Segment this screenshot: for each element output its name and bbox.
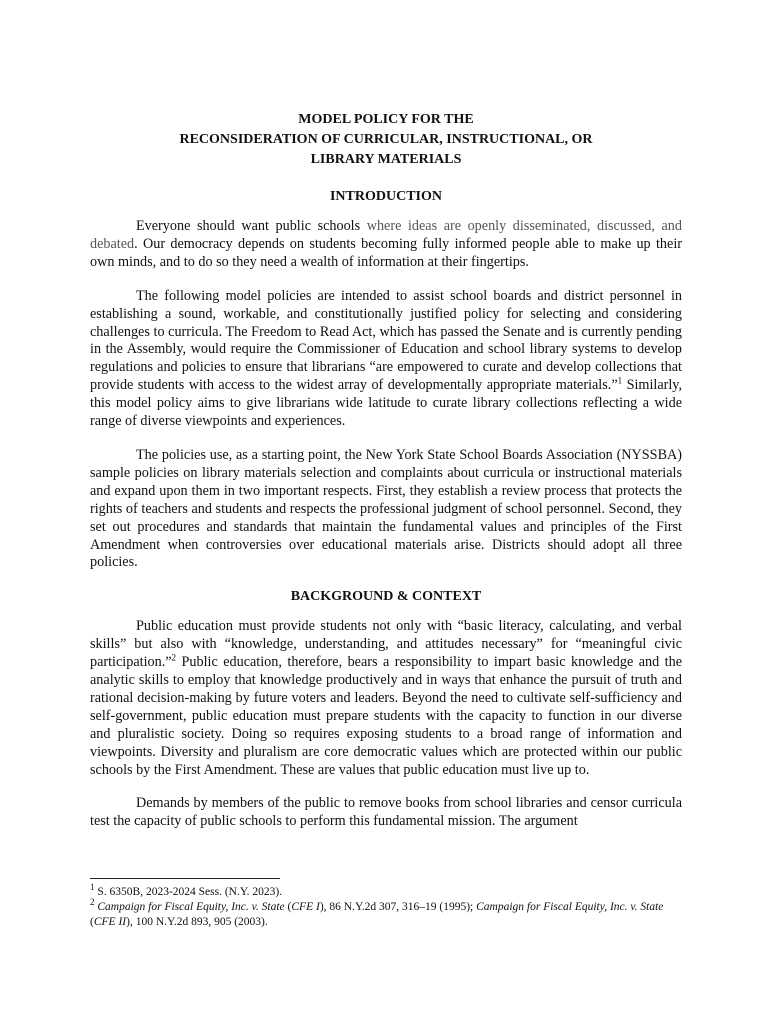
fn2-short-1: CFE I [291,901,320,913]
p1-text-b: where ideas are openly disseminated, discussed, and debated [90,218,682,252]
fn2-text-4: ), 100 N.Y.2d 893, 905 (2003). [126,916,268,928]
footnote-1-text: S. 6350B, 2023-2024 Sess. (N.Y. 2023). [97,886,283,898]
title-line-2: RECONSIDERATION OF CURRICULAR, INSTRUCTIONAL, OR [179,132,593,147]
footnote-2-marker: 2 [90,897,95,908]
fn2-text-1: ( [284,901,292,913]
fn2-case-2: Campaign for Fiscal Equity, Inc. v. State [476,901,664,913]
p4-text-a: Public education must provide students not only with “basic literacy, calculating, and verbal skills” but also with “knowledge, understanding, and attitudes necessary” for “meaningful civic participation.” [90,618,682,671]
footnote-ref-2[interactable]: 2 [171,652,177,663]
footnotes [90,878,682,930]
fn2-text-2: ), 86 N.Y.2d 307, 316–19 (1995); [319,901,477,913]
paragraph-background-2: Demands by members of the public to remove books from school libraries and censor curricula test the capacity of public schools to perform this fundamental mission. The argument [90,795,682,830]
fn2-case-1: Campaign for Fiscal Equity, Inc. v. State [97,901,285,913]
introduction-heading: INTRODUCTION [329,189,442,204]
footnote-1-marker: 1 [90,882,95,893]
document-title [90,110,682,170]
background-heading: BACKGROUND & CONTEXT [290,589,482,605]
paragraph-intro-3: The policies use, as a starting point, the New York State School Boards Association (NYSSBA) sample policies on library materials selection and complaints about curricula or instructional materials and expand upon them in two important respects. First, they establish a review process that protects the rights of teachers and students and respects the professional judgment of school personnel. Second, they set out procedures and standards that maintain the fundamental values and principles of the First Amendment when controversies over educational materials arise. Districts should adopt all three policies. [90,446,682,571]
fn2-text-3: ( [90,916,94,928]
p2-text-b: Similarly, this model policy aims to give librarians wide latitude to curate library collections reflecting a wide range of diverse viewpoints and experiences. [90,377,683,430]
fn2-short-2: CFE II [93,916,127,928]
title-line-1: MODEL POLICY FOR THE [298,112,474,127]
footnote-2 [90,897,682,930]
footnote-divider [90,878,280,879]
paragraph-intro-2 [90,288,682,431]
paragraph-background-1 [90,618,682,779]
p2-text-a: The following model policies are intended to assist school boards and district personnel in establishing a sound, workable, and constitutionally justified policy for selecting and considering challenges to curricula. The Freedom to Read Act, which has passed the Senate and is currently pending in the Assembly, would require the Commissioner of Education and school library systems to develop regulations and policies to ensure that librarians “are empowered to curate and develop collections that provide students with access to the widest array of developmentally appropriate materials.” [90,287,682,394]
p1-text-c: . Our democracy depends on students becoming fully informed people able to make up their own minds, and to do so they need a wealth of information at their fingertips. [90,235,682,270]
p4-text-b: Public education, therefore, bears a responsibility to impart basic knowledge and the analytic skills to employ that knowledge productively and in ways that enhance the pursuit of truth and rational decision-making by future voters and leaders. Beyond the need to cultivate self-sufficiency and self-government, public education must prepare students with the capacity to function in our diverse and pluralistic society. Doing so requires exposing students to a broad range of information and viewpoints. Diversity and pluralism are core democratic values which are protected within our public schools by the First Amendment. These are values that public education must live up to. [90,654,682,778]
footnote-ref-1[interactable]: 1 [617,375,623,386]
footnote-1 [90,882,682,900]
title-line-3: LIBRARY MATERIALS [310,152,462,167]
paragraph-intro-1 [90,218,682,272]
p1-text-a: Everyone should want public schools [136,218,367,234]
